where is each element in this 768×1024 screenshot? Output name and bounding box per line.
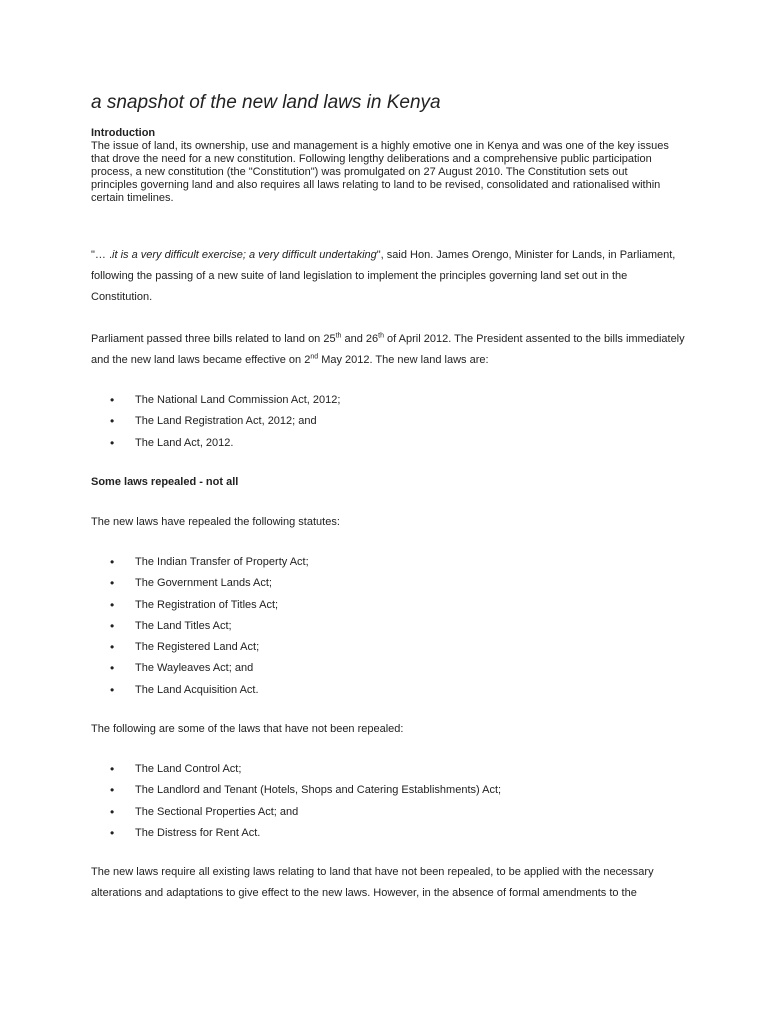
list-item: • The Land Titles Act; [110,616,309,637]
closing-paragraph: The new laws require all existing laws relating to land that have not been repealed, to be applied with the necessary alterations and adaptations to give effect to the new laws. However, in the absence of formal amendments to the [91,866,654,899]
repealed-laws-list [110,552,309,701]
not-repealed-intro: The following are some of the laws that have not been repealed: [91,723,404,735]
intro-paragraph: The issue of land, its ownership, use and management is a highly emotive one in Kenya and was one of the key issues that drove the need for a new constitution. Following lengthy deliberations and a comprehensive public participation process, a new constitution (the "Constitution") was promulgated on 27 August 2010. The Constitution sets out principles governing land and also requires all laws relating to land to be revised, consolidated and rationalised within certain timelines. [91,140,669,204]
list-item: • The Distress for Rent Act. [110,823,501,844]
list-item: • The Land Acquisition Act. [110,680,309,701]
not-repealed-laws-list [110,759,501,844]
new-laws-list [110,390,340,454]
bills-passed-paragraph [91,329,691,371]
ordinal-suffix: th [378,332,384,340]
list-item: • The Registered Land Act; [110,637,309,658]
bills-text-1: Parliament passed three bills related to land on 25 [91,333,336,345]
list-item: • The National Land Commission Act, 2012; [110,390,340,411]
document-title: a snapshot of the new land laws in Kenya [91,92,441,113]
quote-open: "… . [91,249,113,261]
intro-heading: Introduction [91,127,156,139]
section-heading: Some laws repealed - not all [91,476,239,488]
repealed-intro: The new laws have repealed the following statutes: [91,516,340,528]
bills-text-2: and 26 [341,333,379,345]
quote-paragraph [91,245,691,308]
list-item: • The Land Act, 2012. [110,433,340,454]
ordinal-suffix: th [335,332,342,340]
list-item: • The Landlord and Tenant (Hotels, Shops and Catering Establishments) Act; [110,780,501,801]
list-item: • The Government Lands Act; [110,573,309,594]
bills-text-4: May 2012. The new land laws are: [318,354,489,366]
list-item: • The Indian Transfer of Property Act; [110,552,309,573]
list-item: • The Land Control Act; [110,759,501,780]
list-item: • The Land Registration Act, 2012; and [110,411,340,432]
quote-attribution: ", said Hon. James Orengo, Minister for Lands, in Parliament, following the passing of a new suite of land legislation to implement the principles governing land set out in the Constitution. [91,249,676,303]
list-item: • The Sectional Properties Act; and [110,802,501,823]
list-item: • The Registration of Titles Act; [110,595,309,616]
quote-italic-text: it is a very difficult exercise; a very difficult undertaking [112,249,377,261]
ordinal-suffix: nd [310,353,319,361]
bills-text-3: of April 2012. The President assented to the bills immediately and the new land laws became effective on 2 [91,333,685,366]
list-item: • The Wayleaves Act; and [110,658,309,679]
